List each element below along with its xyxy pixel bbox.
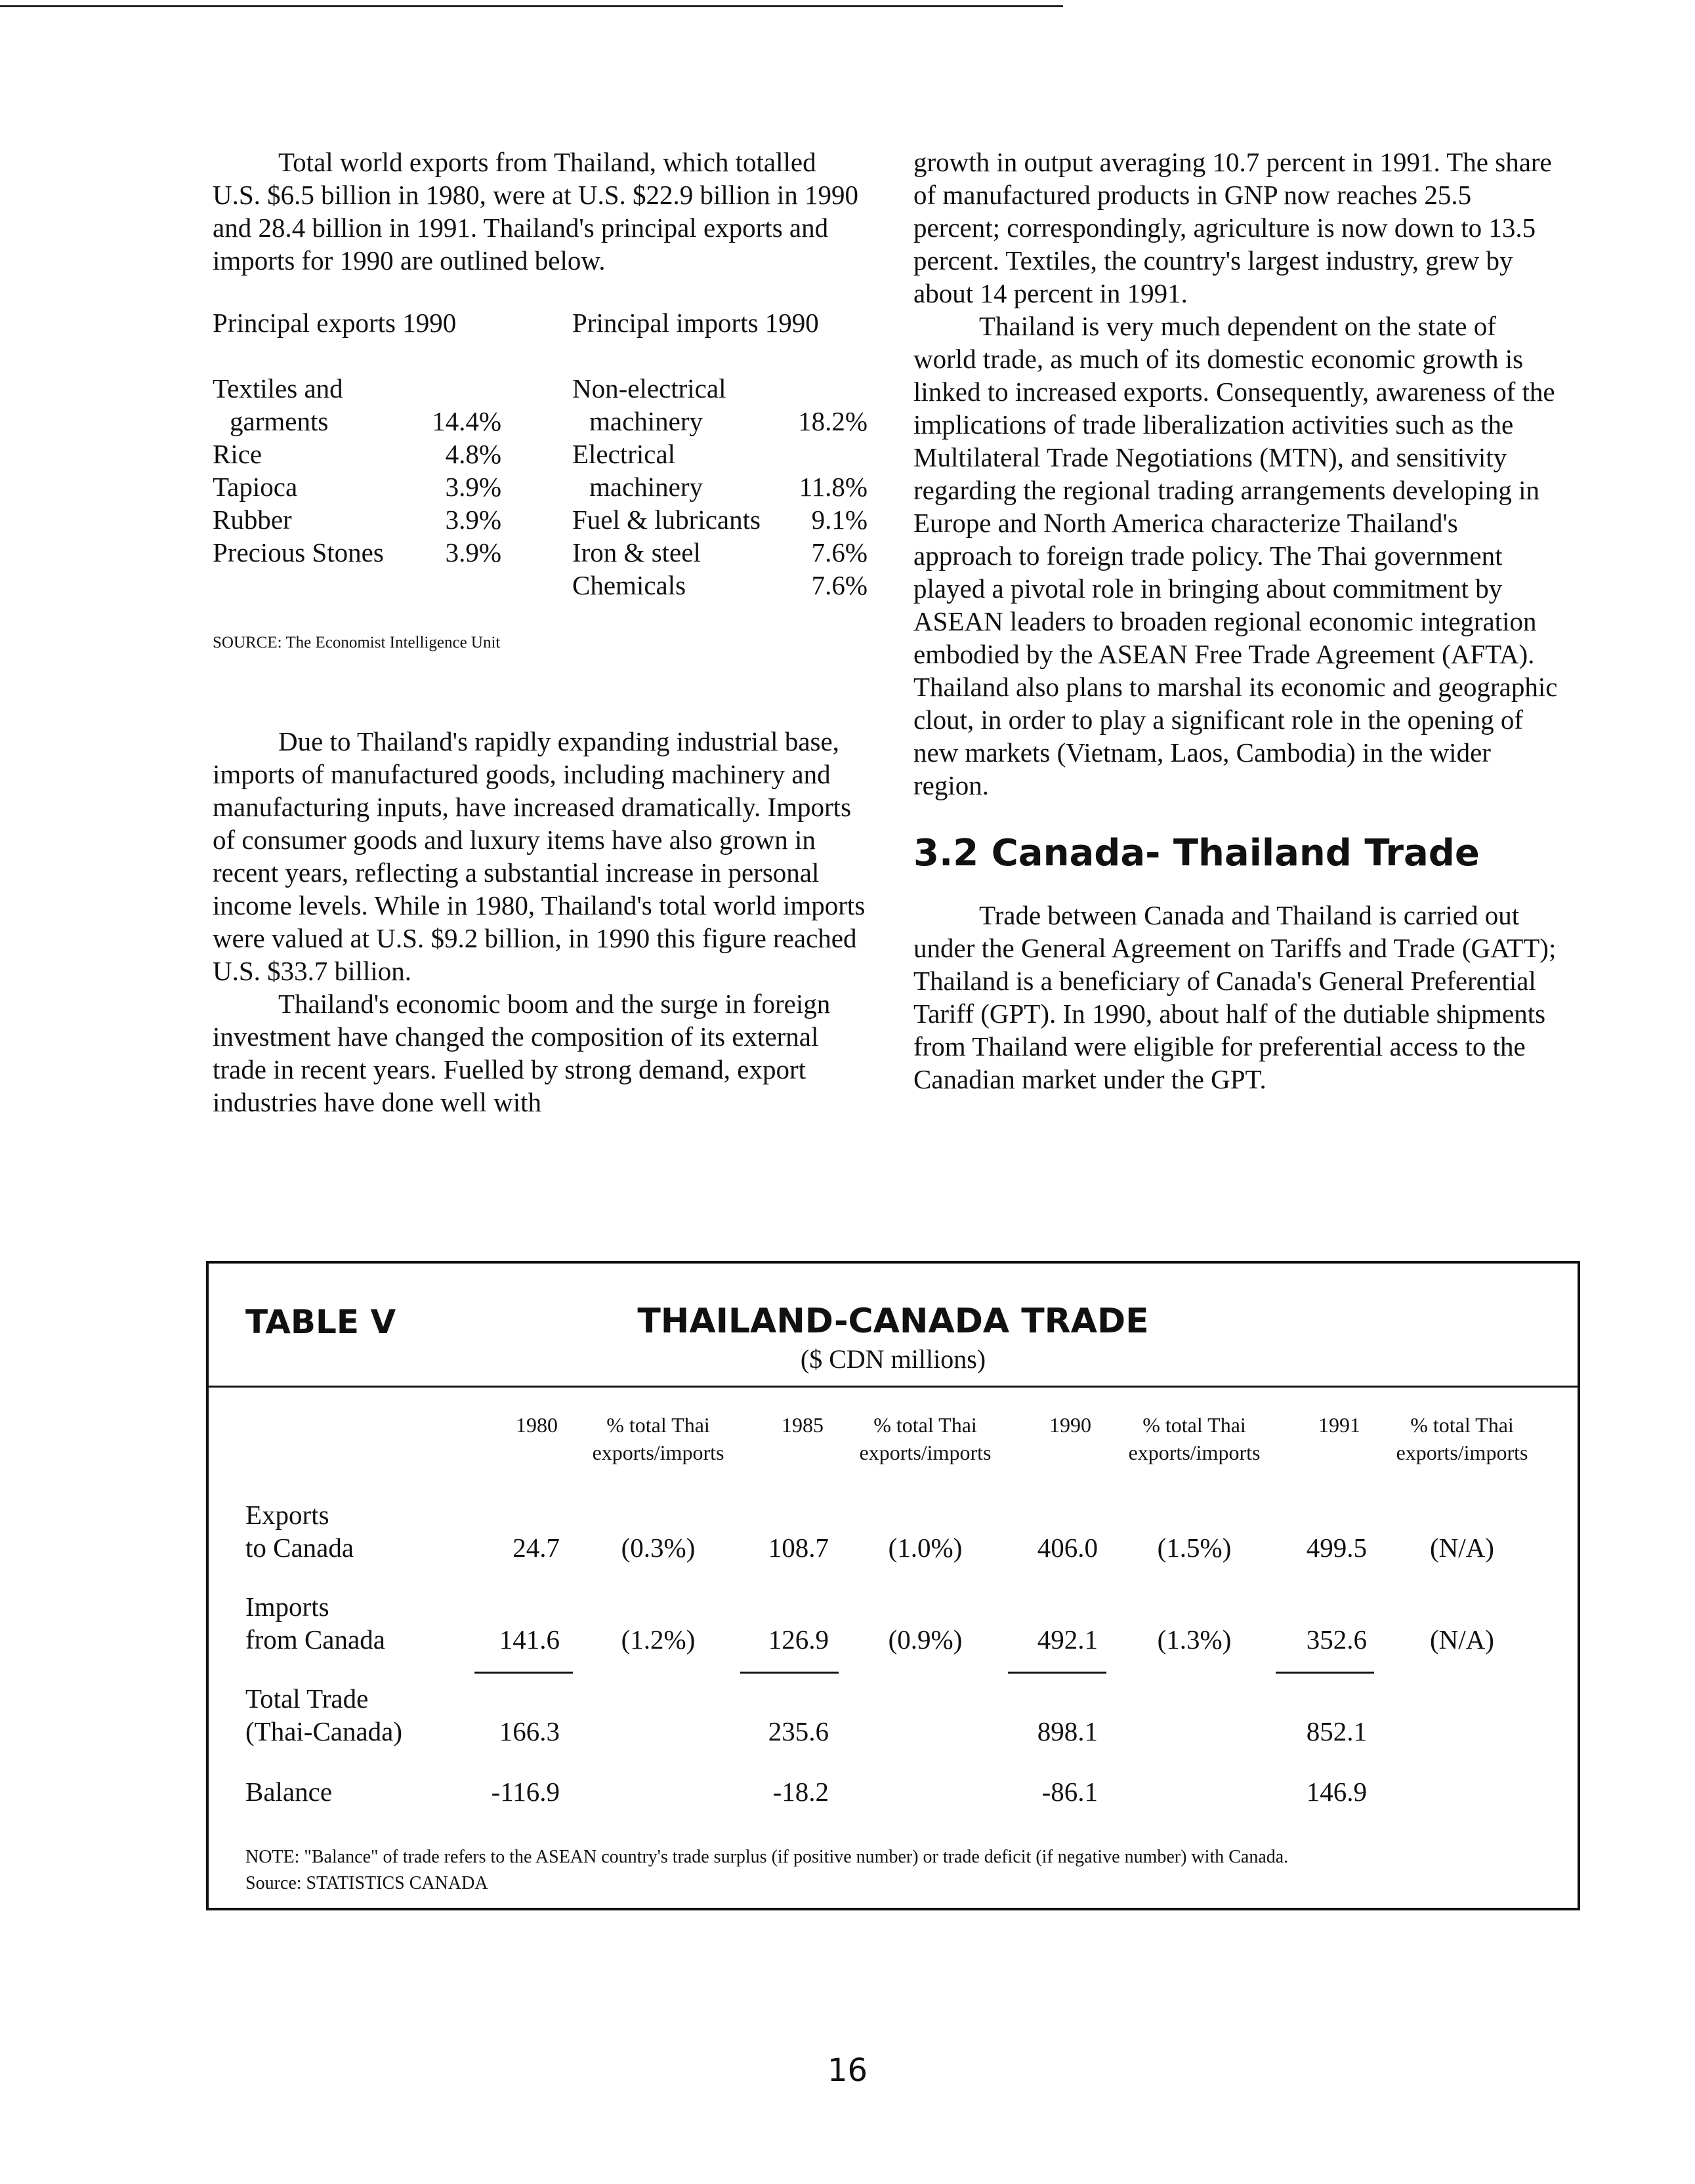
list-item: Textiles and xyxy=(213,373,343,403)
header-1980: 1980 xyxy=(516,1413,558,1437)
left-column xyxy=(213,146,869,1119)
sum-underline xyxy=(740,1672,839,1674)
trade-table xyxy=(206,1261,1580,1910)
canada-trade-paragraph: Trade between Canada and Thailand is carried out under the General Agreement on Tariffs and Trade (GATT); Thailand is a beneficiary of Canada's General Preferential Tariff (GPT). In 1990, about half of the dutiable shipments from Thailand were eligible for preferential access to the Canadian market under the GPT. xyxy=(913,900,1557,1094)
sum-underline xyxy=(474,1672,573,1674)
header-1991: 1991 xyxy=(1318,1413,1360,1437)
table-cell: -18.2 xyxy=(772,1777,829,1807)
imports-list xyxy=(572,372,868,602)
intro-paragraph: Total world exports from Thailand, which totalled U.S. $6.5 billion in 1980, were at U.S. $22.9 billion in 1990 and 28.4 billion in 1991. Thailand's principal exports and imports for 1990 are outlined below. xyxy=(213,147,858,276)
row-label-imports: Imports from Canada xyxy=(245,1592,385,1655)
table-cell: 852.1 xyxy=(1306,1716,1367,1746)
row-label-exports: Exports to Canada xyxy=(245,1500,354,1563)
table-cell: (1.0%) xyxy=(888,1533,963,1563)
header-pct-1985: % total Thai exports/imports xyxy=(859,1413,992,1464)
header-1985: 1985 xyxy=(782,1413,824,1437)
row-label-total: Total Trade (Thai-Canada) xyxy=(245,1683,403,1746)
table-cell: 146.9 xyxy=(1306,1777,1367,1807)
sum-underline xyxy=(1276,1672,1374,1674)
list-item: machinery 11.8% xyxy=(589,472,868,502)
list-item: Fuel & lubricants 9.1% xyxy=(572,505,868,535)
list-item: machinery 18.2% xyxy=(589,406,868,436)
economic-boom-paragraph: Thailand's economic boom and the surge in foreign investment have changed the composition of its external trade in recent years. Fuelled by strong demand, export industries have done well with xyxy=(213,989,831,1117)
growth-paragraph: growth in output averaging 10.7 percent in 1991. The share of manufactured products in GNP now reaches 25.5 percent; correspondingly, agriculture is now down to 13.5 percent. Textiles, the country's largest industry, grew by about 14 percent in 1991. xyxy=(913,147,1552,308)
table-cell: 499.5 xyxy=(1306,1533,1367,1563)
table-cell: (1.2%) xyxy=(621,1624,696,1655)
table-cell: (1.3%) xyxy=(1157,1624,1232,1655)
sum-underline xyxy=(1008,1672,1106,1674)
list-item: Electrical xyxy=(572,439,676,469)
row-label-balance: Balance xyxy=(245,1777,333,1807)
world-trade-paragraph: Thailand is very much dependent on the state of world trade, as much of its domestic economic growth is linked to increased exports. Consequently, awareness of the implications of trade liberalization activities such as the Multilateral Trade Negotiations (MTN), and sensitivity regarding the regional trading arrangements developing in Europe and North America characterize Thailand's approach to foreign trade policy. The Thai government played a pivotal role in bringing about commitment by ASEAN leaders to broaden regional economic integration embodied by the ASEAN Free Trade Agreement (AFTA). Thailand also plans to marshal its economic and geographic clout, in order to play a significant role in the opening of new markets (Vietnam, Laos, Cambodia) in the wider region. xyxy=(913,311,1558,800)
page-number: 16 xyxy=(827,2052,868,2089)
imports-paragraph: Due to Thailand's rapidly expanding industrial base, imports of manufactured goods, including machinery and manufacturing inputs, have increased dramatically. Imports of consumer goods and luxury items have also grown in recent years, reflecting a substantial increase in personal income levels. While in 1980, Thailand's total world imports were valued at U.S. $9.2 billion, in 1990 this figure reached U.S. $33.7 billion. xyxy=(213,726,866,986)
header-pct-1990: % total Thai exports/imports xyxy=(1128,1413,1261,1464)
header-1990: 1990 xyxy=(1049,1413,1091,1437)
list-item: Non-electrical xyxy=(572,373,726,403)
table-subtitle: ($ CDN millions) xyxy=(800,1344,986,1374)
table-cell: (N/A) xyxy=(1430,1533,1494,1563)
table-cell: (0.3%) xyxy=(621,1533,696,1563)
list-item: garments 14.4% xyxy=(230,406,501,436)
table-cell: 24.7 xyxy=(513,1533,560,1563)
table-cell: 108.7 xyxy=(768,1533,829,1563)
table-cell: 235.6 xyxy=(768,1716,829,1746)
principal-trade-lists xyxy=(213,306,869,615)
table-cell: 166.3 xyxy=(499,1716,560,1746)
header-pct-1991: % total Thai exports/imports xyxy=(1396,1413,1528,1464)
list-item: Rice 4.8% xyxy=(213,439,501,469)
table-cell: (1.5%) xyxy=(1157,1533,1232,1563)
table-cell: (N/A) xyxy=(1430,1624,1494,1655)
table-cell: 492.1 xyxy=(1037,1624,1098,1655)
table-cell: 898.1 xyxy=(1037,1716,1098,1746)
source-note: SOURCE: The Economist Intelligence Unit xyxy=(213,634,501,651)
list-item: Chemicals 7.6% xyxy=(572,570,868,600)
table-cell: 141.6 xyxy=(499,1624,560,1655)
list-item: Precious Stones 3.9% xyxy=(213,537,501,567)
exports-list xyxy=(213,372,501,569)
table-cell: (0.9%) xyxy=(888,1624,963,1655)
list-item: Rubber 3.9% xyxy=(213,505,501,535)
table-cell: -116.9 xyxy=(491,1777,560,1807)
list-item: Tapioca 3.9% xyxy=(213,472,501,502)
imports-heading: Principal imports 1990 xyxy=(572,308,819,338)
section-heading: 3.2 Canada- Thailand Trade xyxy=(913,832,1480,875)
table-label: TABLE V xyxy=(245,1303,396,1341)
top-rule xyxy=(0,5,1063,7)
table-cell: 126.9 xyxy=(768,1624,829,1655)
table-cell: -86.1 xyxy=(1041,1777,1098,1807)
right-column xyxy=(913,146,1563,1096)
header-pct-1980: % total Thai exports/imports xyxy=(592,1413,724,1464)
table-title: THAILAND-CANADA TRADE xyxy=(637,1302,1149,1341)
exports-heading: Principal exports 1990 xyxy=(213,308,457,338)
list-item: Iron & steel 7.6% xyxy=(572,537,868,567)
table-divider xyxy=(209,1386,1578,1388)
table-cell: 352.6 xyxy=(1306,1624,1367,1655)
table-note: NOTE: "Balance" of trade refers to the ASEAN country's trade surplus (if positive number) or trade deficit (if negative number) with Canada. Source: STATISTICS CANADA xyxy=(245,1847,1289,1893)
table-cell: 406.0 xyxy=(1037,1533,1098,1563)
